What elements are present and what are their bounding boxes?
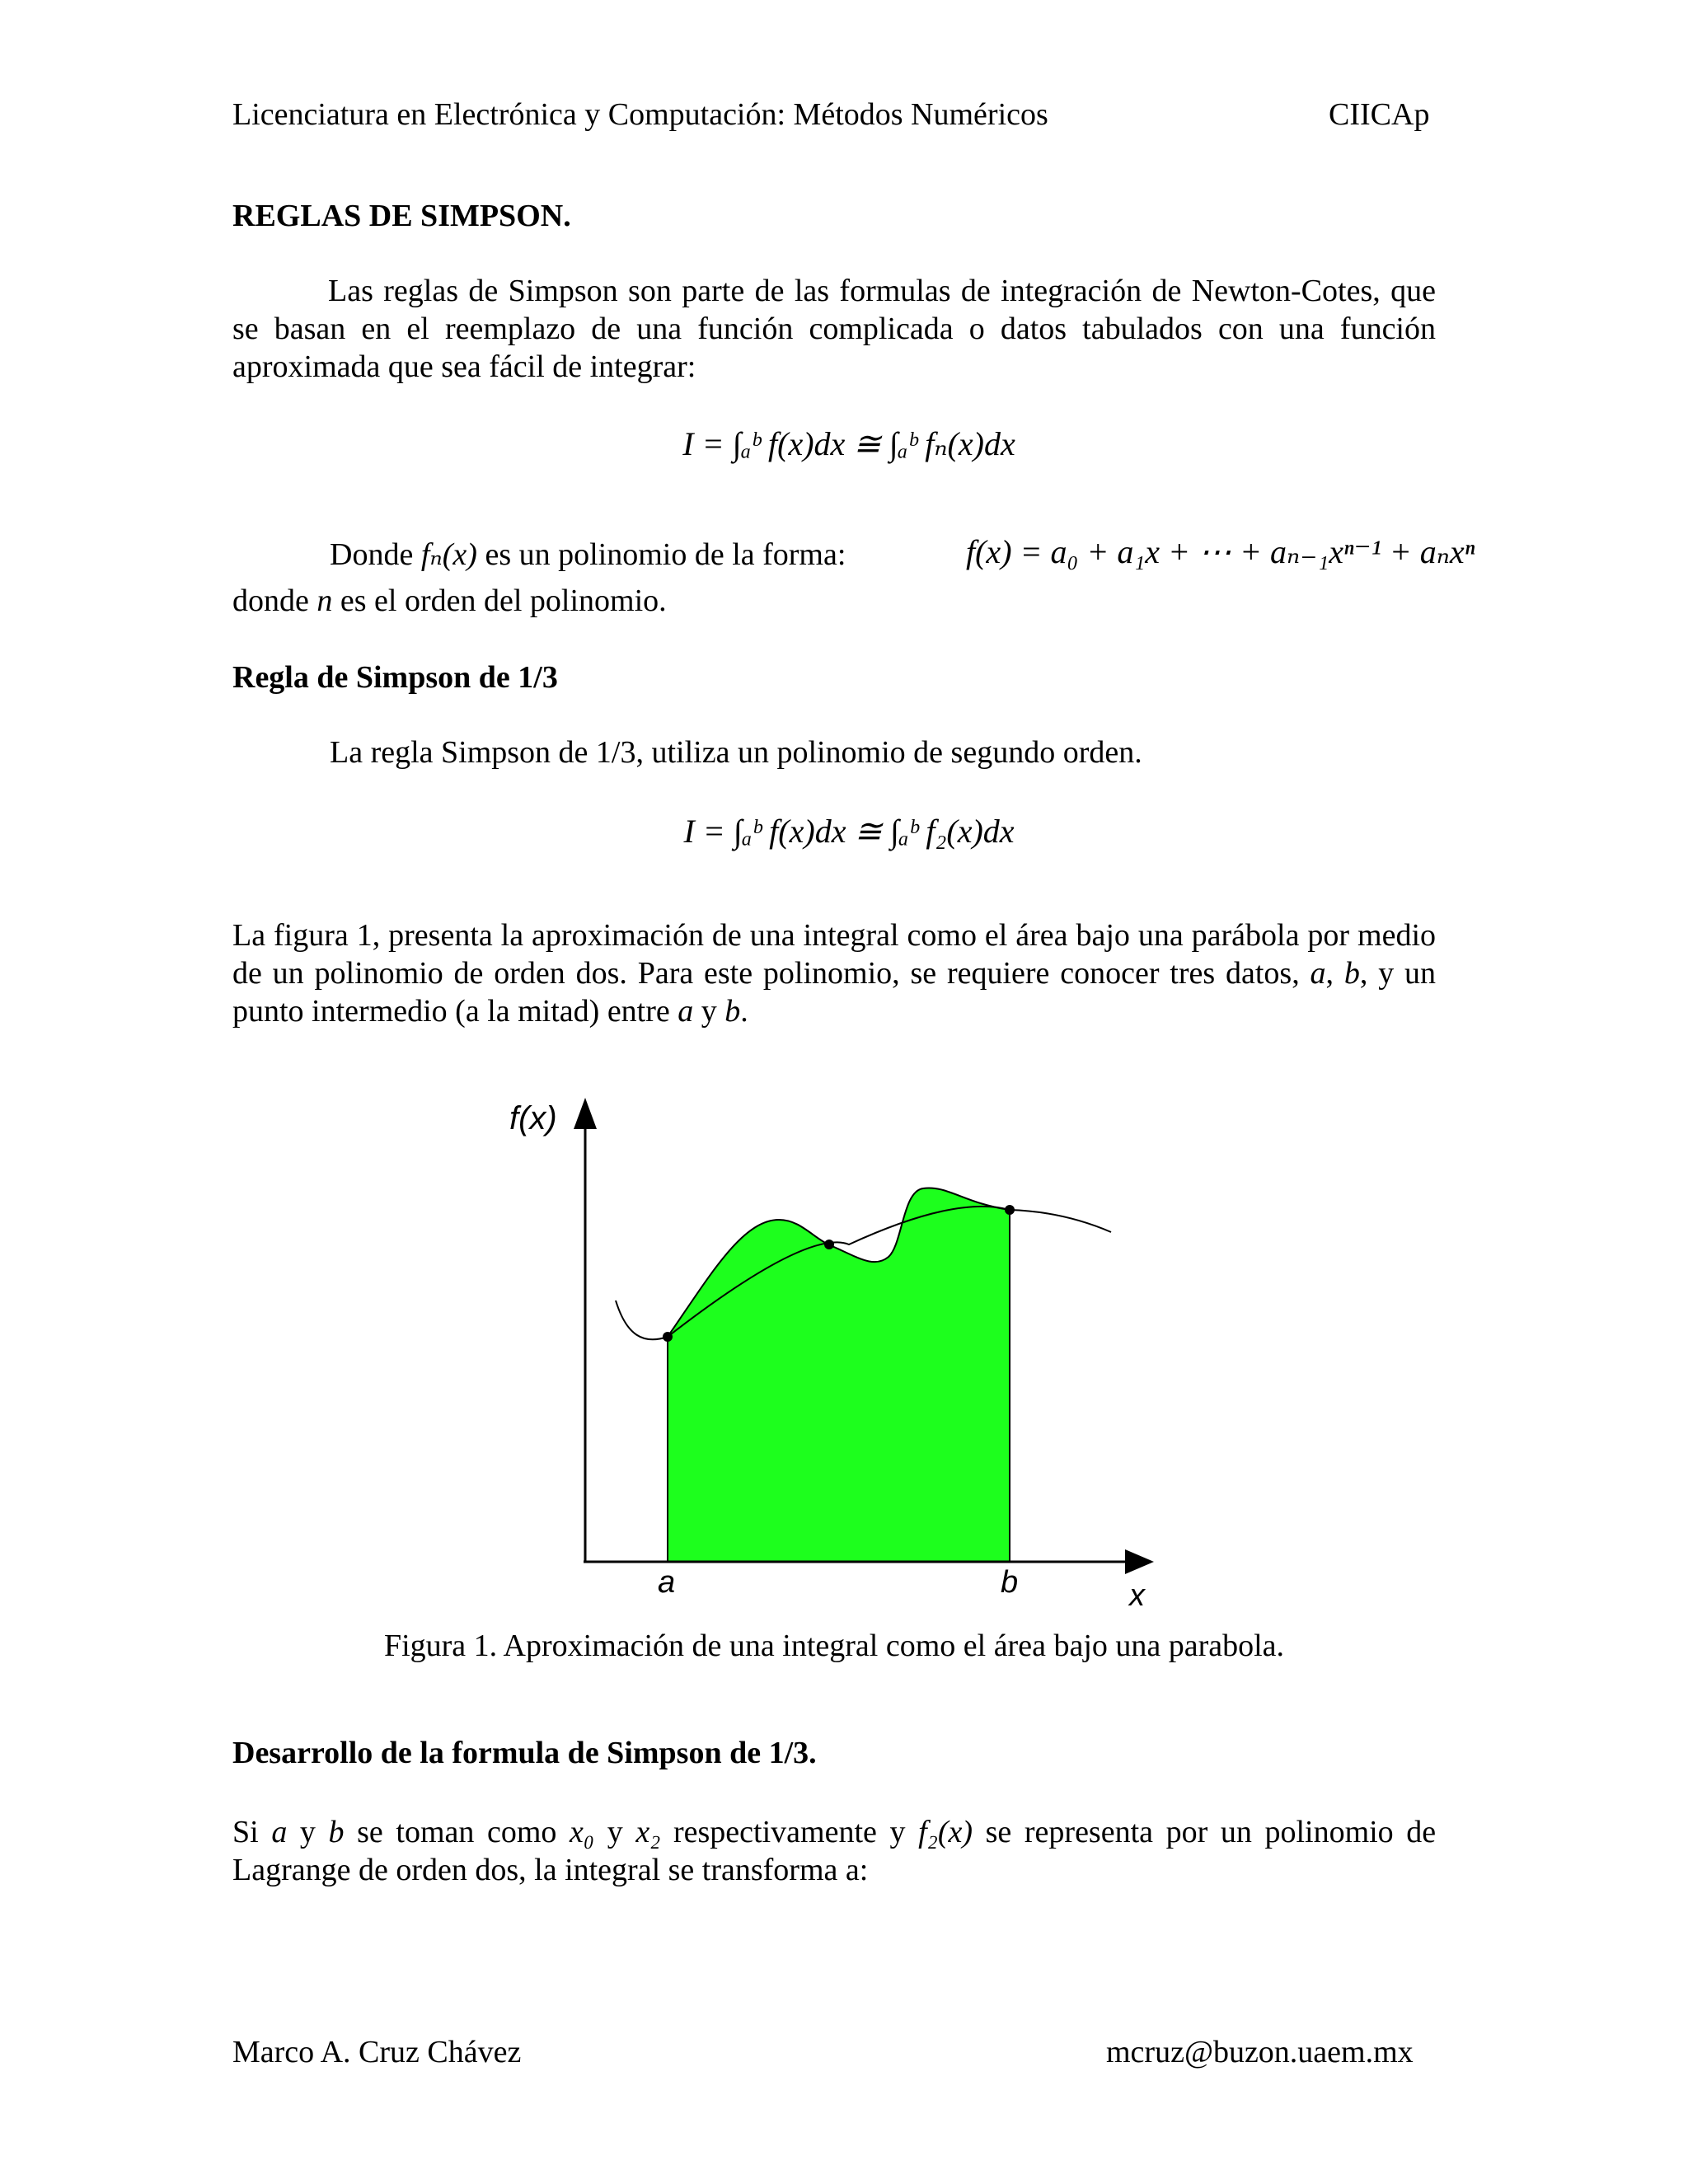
polynomial-form: f(x) = a₀ + a₁x + ⋯ + aₙ₋₁xⁿ⁻¹ + aₙxⁿ xyxy=(966,533,1475,570)
simpson-1-3-intro: La regla Simpson de 1/3, utiliza un polinomio de segundo orden. xyxy=(330,735,1142,770)
equation-general-integral: I = ∫ₐᵇ f(x)dx ≅ ∫ₐᵇ fₙ(x)dx xyxy=(682,425,1015,462)
section-heading-development: Desarrollo de la formula de Simpson de 1/3. xyxy=(232,1736,817,1770)
point-b xyxy=(1005,1205,1015,1215)
fig-b-symbol: b xyxy=(1343,956,1360,991)
header-institution: CIICAp xyxy=(1329,97,1430,132)
point-mid xyxy=(824,1240,834,1249)
footer-author: Marco A. Cruz Chávez xyxy=(232,2035,522,2069)
where-line xyxy=(330,536,846,574)
order-prefix: donde xyxy=(232,583,309,618)
area-under-curve xyxy=(668,1188,1010,1562)
function-curve-left xyxy=(616,1301,668,1339)
b-label: b xyxy=(1001,1565,1019,1600)
point-a xyxy=(663,1332,673,1342)
order-line xyxy=(232,582,667,620)
simpson-figure xyxy=(495,1088,1170,1624)
figure-caption: Figura 1. Aproximación de una integral como el área bajo una parabola. xyxy=(383,1629,1285,1663)
page-title: REGLAS DE SIMPSON. xyxy=(232,199,571,233)
where-prefix: Donde xyxy=(330,537,414,572)
a-label: a xyxy=(658,1565,676,1600)
fn-symbol: fₙ(x) xyxy=(420,537,477,572)
development-paragraph: Si a y b se toman como x₀ y x₂ respectivamente y f₂(x) se representa por un polinomio de Lagrange de orden dos, la integral se transforma a: xyxy=(232,1815,1437,1887)
x-axis-arrow xyxy=(1125,1549,1154,1574)
where-middle: es un polinomio de la forma: xyxy=(485,537,846,572)
fig-b-symbol-2: b xyxy=(724,994,741,1029)
y-axis-arrow xyxy=(574,1098,597,1129)
figure-description: La figura 1, presenta la aproximación de una integral como el área bajo una parábola por medio de un polinomio de orden dos. Para este polinomio, se requiere conocer tres datos, a, b, y un punto intermedio (a la mitad) entre a y b. xyxy=(232,918,1437,1029)
footer-email: mcruz@buzon.uaem.mx xyxy=(1106,2035,1414,2069)
equation-simpson-integral: I = ∫ₐᵇ f(x)dx ≅ ∫ₐᵇ f₂(x)dx xyxy=(683,813,1015,850)
n-symbol: n xyxy=(316,583,333,618)
x-axis-label: x xyxy=(1129,1578,1145,1613)
header-course-title: Licenciatura en Electrónica y Computación: Métodos Numéricos xyxy=(232,97,1048,132)
order-suffix: es el orden del polinomio. xyxy=(340,583,667,618)
y-axis-label: f(x) xyxy=(509,1100,557,1137)
section-heading-simpson-1-3: Regla de Simpson de 1/3 xyxy=(232,660,558,695)
fig-a-symbol: a xyxy=(1310,956,1326,991)
fig-a-symbol-2: a xyxy=(678,994,694,1029)
intro-paragraph: Las reglas de Simpson son parte de las formulas de integración de Newton-Cotes, que se basan en el reemplazo de una función complicada o datos tabulados con una función aproximada que sea fácil de integrar: xyxy=(232,274,1436,384)
